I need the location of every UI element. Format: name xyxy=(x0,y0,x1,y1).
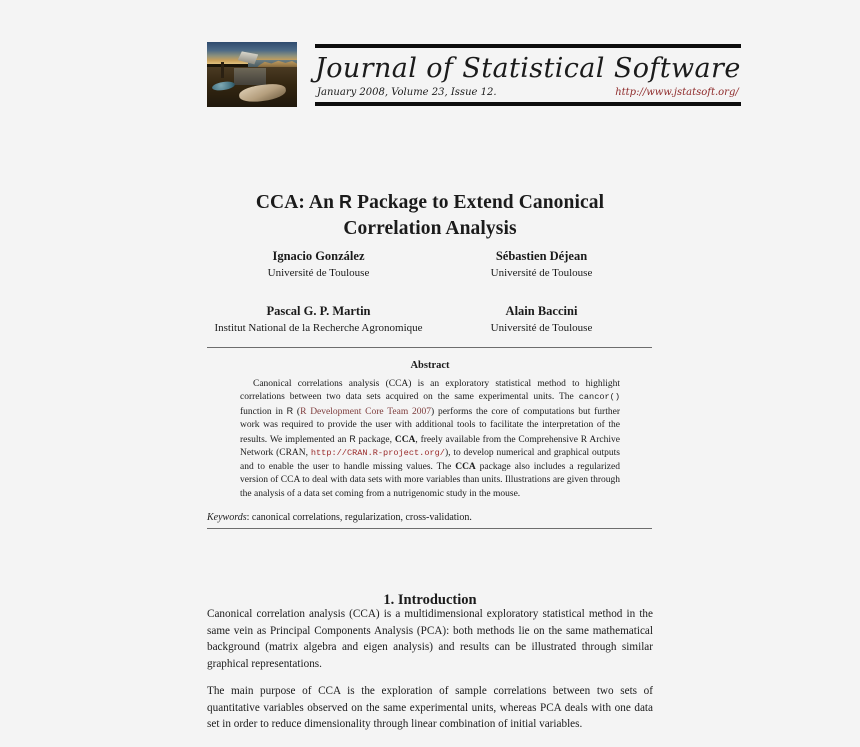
journal-title: Journal of Statistical Software xyxy=(315,53,741,84)
abstract-bottom-rule xyxy=(207,528,652,529)
keywords-terms: canonical correlations, regularization, cross-validation. xyxy=(251,512,472,523)
author-row xyxy=(207,248,653,281)
title-part-pre: CCA: An xyxy=(255,192,340,214)
paragraph: Canonical correlation analysis (CCA) is a multidimensional exploratory statistical method in the same vein as Principal Components Analysis (PCA): both methods lie on the same mathematical background (matrix algebra and eigen analysis) and results can be illustrated through similar graphical representations. xyxy=(207,608,653,670)
abstract-part-3: ( xyxy=(293,406,301,417)
abstract-heading: Abstract xyxy=(410,360,450,371)
abstract-part-1: Canonical correlations analysis (CCA) is an exploratory statistical method to highlight correlations between two data sets acquired on the same experimental units. The xyxy=(240,379,620,403)
abstract-part-4: ) performs the core of computations but further work was required to provide the user with additional tools to facilitate the interpretation of the results. We implemented an xyxy=(240,406,620,445)
title-line-2: Correlation Analysis xyxy=(343,217,517,239)
section-heading-introduction: 1. Introduction xyxy=(383,592,477,609)
author-affiliation: Institut National de la Recherche Agronomique xyxy=(214,321,423,334)
journal-url[interactable]: http://www.jstatsoft.org/ xyxy=(615,87,739,98)
cancor-code: cancor() xyxy=(578,392,620,403)
r-language-name: R xyxy=(349,433,356,444)
abstract-part-5: package, xyxy=(355,434,395,445)
journal-issue-line xyxy=(315,86,741,100)
author-name: Pascal G. P. Martin xyxy=(266,303,371,318)
journal-masthead xyxy=(207,42,741,107)
cran-url-link[interactable]: http://CRAN.R-project.org/ xyxy=(310,448,445,459)
package-name: CCA xyxy=(455,461,476,472)
keywords-label: Keywords xyxy=(207,512,247,523)
abstract-top-rule xyxy=(207,347,652,348)
author-list xyxy=(207,248,653,335)
masthead-bottom-rule xyxy=(315,102,741,106)
citation-link[interactable]: R Development Core Team 2007 xyxy=(300,406,431,417)
author-entry xyxy=(430,248,653,281)
abstract-part-7: ), to develop numerical and graphical outputs and to enable the user to handle missing values. The xyxy=(240,448,620,472)
masthead-text xyxy=(315,42,741,106)
author-affiliation: Université de Toulouse xyxy=(490,321,593,334)
paragraph: The main purpose of CCA is the exploration of sample correlations between two sets of quantitative variables observed on the same experimental units, whereas PCA deals with one data set in order to reduce dimensionality through linear combination of initial variables. xyxy=(207,685,653,731)
author-entry xyxy=(430,303,653,336)
keywords-line xyxy=(207,511,653,525)
keywords-separator: : xyxy=(246,512,252,523)
introduction-body xyxy=(207,606,653,733)
masthead-top-rule xyxy=(315,44,741,48)
title-r-logo: R xyxy=(339,192,353,213)
page-title xyxy=(207,190,653,241)
author-entry xyxy=(207,248,430,281)
journal-logo-image xyxy=(207,42,297,107)
author-affiliation: Université de Toulouse xyxy=(490,266,593,279)
abstract-part-6: , freely available from the Comprehensive R Archive Network (CRAN, xyxy=(240,434,620,459)
r-language-name: R xyxy=(286,405,294,416)
package-name: CCA xyxy=(394,434,416,445)
author-name: Ignacio González xyxy=(272,249,365,263)
author-entry xyxy=(207,303,430,336)
author-name: Sébastien Déjean xyxy=(495,249,588,263)
logo-block xyxy=(234,68,266,85)
logo-tree xyxy=(221,62,224,79)
title-part-post: Package to Extend Canonical xyxy=(352,192,605,214)
abstract-part-2: function in xyxy=(240,406,287,417)
author-name: Alain Baccini xyxy=(505,303,578,318)
issue-info: January 2008, Volume 23, Issue 12. xyxy=(317,87,497,98)
author-affiliation: Université de Toulouse xyxy=(267,266,370,279)
abstract-section xyxy=(240,360,620,501)
author-row xyxy=(207,303,653,336)
abstract-text xyxy=(240,378,620,501)
abstract-part-8: package also includes a regularized version of CCA to deal with data sets with more variables than units. Illustrations are given through the analysis of a data set coming from a nutrigenomic study in the mouse. xyxy=(240,461,620,499)
